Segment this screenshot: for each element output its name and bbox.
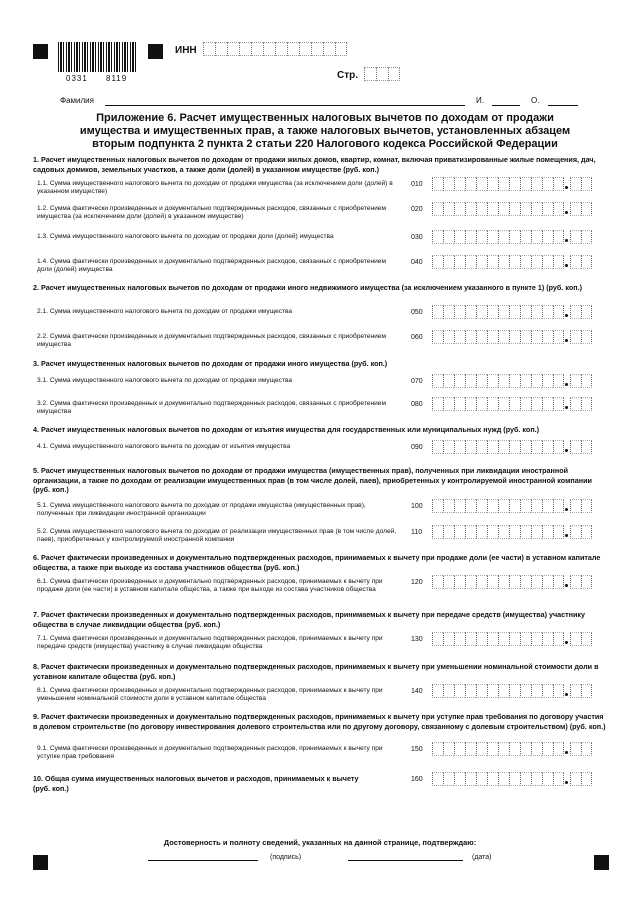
line-code: 050 xyxy=(411,309,423,316)
item-label: 3.1. Сумма имущественного налогового вычета по доходам от продажи имущества xyxy=(37,377,293,384)
page-title xyxy=(40,112,610,151)
section-10-heading: 10. Общая сумма имущественных налоговых вычетов и расходов, принимаемых к вычету (руб. коп.) xyxy=(33,774,359,793)
page-label: Стр. xyxy=(337,70,359,81)
line-code: 040 xyxy=(411,259,423,266)
line-code: 020 xyxy=(411,206,423,213)
amount-field[interactable] xyxy=(432,742,592,756)
item-label: 9.1. Сумма фактически произведенных и документально подтвержденных расходов, принимаемых к вычету при уступке прав требования xyxy=(37,745,383,760)
item-label: 5.1. Сумма имущественного налогового вычета по доходам от продажи имущества (имущественных прав), полученных при ликвидации иностранной организации xyxy=(37,502,366,517)
item-label: 2.1. Сумма имущественного налогового вычета по доходам от продажи имущества xyxy=(37,308,293,315)
item-label: 6.1. Сумма фактически произведенных и документально подтвержденных расходов, принимаемых к вычету при продаже доли (ее части) в уставном капитале общества, а также при выходе из состава участников общества xyxy=(37,578,383,593)
page-number-field[interactable] xyxy=(364,67,400,81)
item-label: 3.2. Сумма фактически произведенных и документально подтвержденных расходов, связанных с приобретением имущества xyxy=(37,400,386,415)
initial-o-line[interactable] xyxy=(548,105,578,106)
surname-label: Фамилия xyxy=(60,96,94,105)
title-line-1: Приложение 6. Расчет имущественных налоговых вычетов по доходам от продажи xyxy=(96,112,554,124)
amount-field[interactable] xyxy=(432,255,592,269)
amount-field[interactable] xyxy=(432,525,592,539)
amount-field[interactable] xyxy=(432,772,592,786)
line-code: 090 xyxy=(411,444,423,451)
line-code: 010 xyxy=(411,181,423,188)
barcode-digits-1: 0331 xyxy=(66,74,88,83)
amount-field[interactable] xyxy=(432,177,592,191)
amount-field[interactable] xyxy=(432,230,592,244)
signature-label: (подпись) xyxy=(270,854,302,861)
section-3-heading: 3. Расчет имущественных налоговых вычетов по доходам от продажи иного имущества (руб. коп.) xyxy=(33,359,388,368)
section-8-heading: 8. Расчет фактически произведенных и документально подтвержденных расходов, принимаемых к вычету при уменьшении номинальной стоимости доли в уставном капитале общества (руб. коп.) xyxy=(33,662,599,681)
corner-marker xyxy=(148,44,163,59)
line-code: 160 xyxy=(411,776,423,783)
inn-label: ИНН xyxy=(175,45,197,56)
amount-field[interactable] xyxy=(432,397,592,411)
footer-confirmation: Достоверность и полноту сведений, указанных на данной странице, подтверждаю: xyxy=(163,838,477,847)
section-5-heading: 5. Расчет имущественных налоговых вычетов по доходам от продажи имущества (имущественных прав), полученных при ликвидации иностранной организации, а также по доходам от реализации имущественных прав (в том числе долей, паев), приобретенных у контролируемой иностранной компании (руб. коп.) xyxy=(33,466,592,494)
line-code: 070 xyxy=(411,378,423,385)
item-label: 1.4. Сумма фактически произведенных и документально подтвержденных расходов, связанных с приобретением доли (долей) имущества xyxy=(37,258,386,273)
item-label: 2.2. Сумма фактически произведенных и документально подтвержденных расходов, связанных с приобретением имущества xyxy=(37,333,386,348)
amount-field[interactable] xyxy=(432,202,592,216)
surname-line[interactable] xyxy=(105,105,465,106)
barcode-digits-2: 8119 xyxy=(106,74,128,83)
line-code: 120 xyxy=(411,579,423,586)
item-label: 8.1. Сумма фактически произведенных и документально подтвержденных расходов, принимаемых к вычету при уменьшении номинальной стоимости доли в уставном капитале общества xyxy=(37,687,383,702)
inn-field[interactable] xyxy=(203,42,347,56)
corner-marker xyxy=(594,855,609,870)
signature-line[interactable] xyxy=(148,860,258,861)
line-code: 140 xyxy=(411,688,423,695)
line-code: 060 xyxy=(411,334,423,341)
amount-field[interactable] xyxy=(432,684,592,698)
item-label: 1.2. Сумма фактически произведенных и документально подтвержденных расходов, связанных с приобретением имущества (за исключением доли (долей) в указанном имуществе) xyxy=(37,205,386,220)
barcode xyxy=(58,42,138,72)
item-label: 7.1. Сумма фактически произведенных и документально подтвержденных расходов, принимаемых к вычету при передаче средств (имущества) участнику в случае ликвидации общества xyxy=(37,635,383,650)
section-9-heading: 9. Расчет фактически произведенных и документально подтвержденных расходов, принимаемых к вычету при уступке прав требования по договору участия в долевом строительстве (по договору инвестирования долевого строительства или по другому договору, связанному с долевым строительством) (руб. коп.) xyxy=(33,712,606,731)
initial-o-label: О. xyxy=(531,96,540,105)
item-label: 1.3. Сумма имущественного налогового вычета по доходам от продажи доли (долей) имущества xyxy=(37,233,334,240)
line-code: 080 xyxy=(411,401,423,408)
section-2-heading: 2. Расчет имущественных налоговых вычетов по доходам от продажи иного недвижимого имущества (за исключением указанного в пункте 1) (руб. коп.) xyxy=(33,283,582,292)
amount-field[interactable] xyxy=(432,374,592,388)
amount-field[interactable] xyxy=(432,305,592,319)
title-line-3: вторым подпункта 2 пункта 2 статьи 220 Налогового кодекса Российской Федерации xyxy=(92,138,558,150)
corner-marker xyxy=(33,44,48,59)
date-line[interactable] xyxy=(348,860,463,861)
initial-i-line[interactable] xyxy=(492,105,520,106)
section-4-heading: 4. Расчет имущественных налоговых вычетов по доходам от изъятия имущества для государственных или муниципальных нужд (руб. коп.) xyxy=(33,425,540,434)
amount-field[interactable] xyxy=(432,632,592,646)
title-line-2: имущества и имущественных прав, а также налоговых вычетов, установленных абзацем xyxy=(79,125,571,137)
date-label: (дата) xyxy=(472,854,492,861)
section-7-heading: 7. Расчет фактически произведенных и документально подтвержденных расходов, принимаемых к вычету при передаче средств (имущества) участнику общества в случае ликвидации общества (руб. коп.) xyxy=(33,610,586,629)
line-code: 100 xyxy=(411,503,423,510)
line-code: 030 xyxy=(411,234,423,241)
amount-field[interactable] xyxy=(432,440,592,454)
amount-field[interactable] xyxy=(432,575,592,589)
initial-i-label: И. xyxy=(476,96,484,105)
item-label: 5.2. Сумма имущественного налогового вычета по доходам от реализации имущественных прав (в том числе долей, паев), приобретенных у контролируемой иностранной компании xyxy=(37,528,397,543)
item-label: 1.1. Сумма имущественного налогового вычета по доходам от продажи имущества (за исключением доли (долей) в указанном имуществе) xyxy=(37,180,393,195)
section-1-heading: 1. Расчет имущественных налоговых вычетов по доходам от продажи жилых домов, квартир, комнат, включая приватизированные жилые помещения, дач, садовых домиков, земельных участков, а также доли (долей) в указанном имуществе (руб. коп.) xyxy=(33,155,596,174)
amount-field[interactable] xyxy=(432,499,592,513)
corner-marker xyxy=(33,855,48,870)
section-6-heading: 6. Расчет фактически произведенных и документально подтвержденных расходов, принимаемых к вычету при продаже доли (ее части) в уставном капитале общества, а также при выходе из состава участников общества (руб. коп.) xyxy=(33,553,601,572)
item-label: 4.1. Сумма имущественного налогового вычета по доходам от изъятия имущества xyxy=(37,443,291,450)
line-code: 150 xyxy=(411,746,423,753)
line-code: 130 xyxy=(411,636,423,643)
line-code: 110 xyxy=(411,529,423,536)
amount-field[interactable] xyxy=(432,330,592,344)
